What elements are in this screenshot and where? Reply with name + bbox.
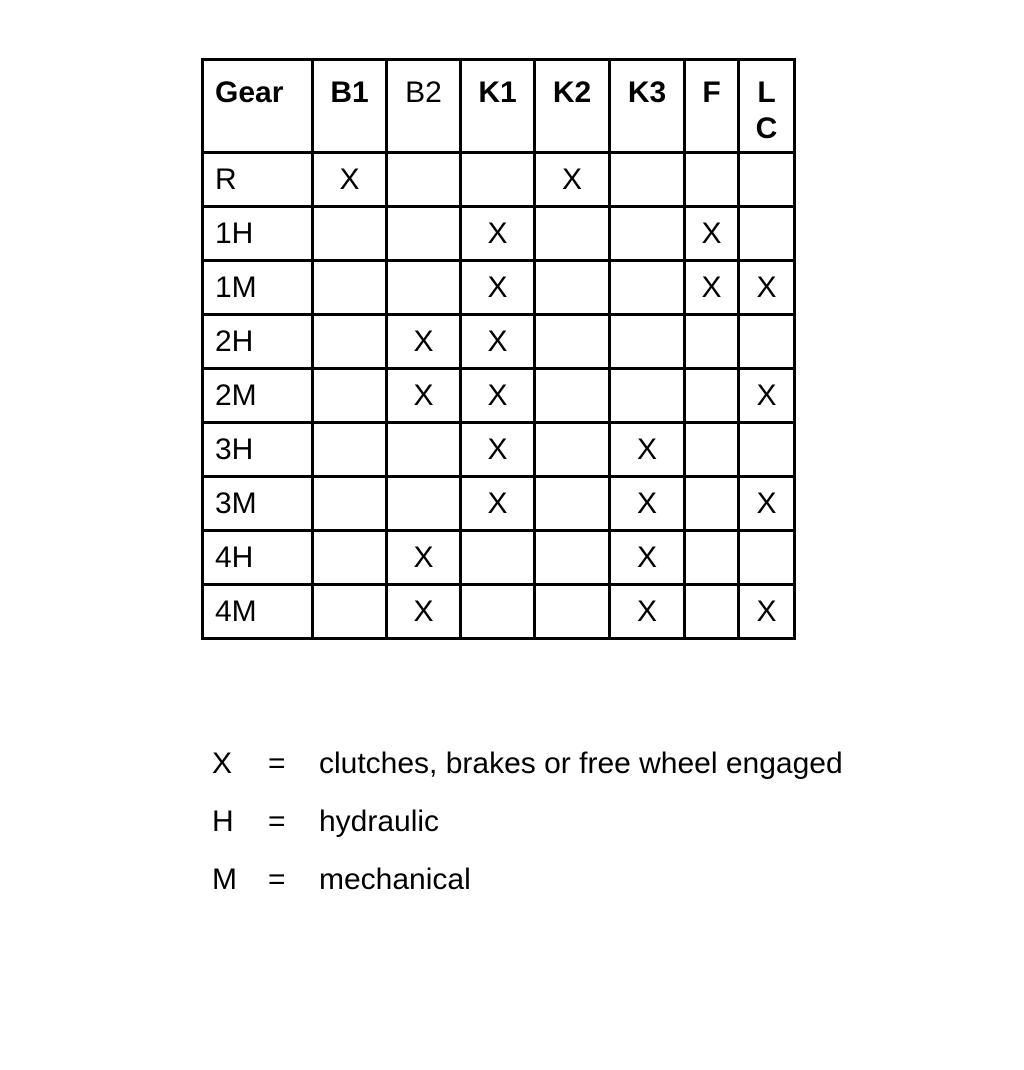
engagement-cell: X — [685, 261, 739, 315]
engagement-cell — [313, 477, 387, 531]
gear-cell: 4H — [203, 531, 313, 585]
engagement-cell — [313, 315, 387, 369]
engagement-cell: X — [461, 315, 535, 369]
table-row — [203, 369, 795, 423]
engagement-cell — [461, 153, 535, 207]
header-row — [203, 60, 795, 153]
engagement-cell — [313, 369, 387, 423]
engagement-cell: X — [387, 585, 461, 639]
engagement-cell — [387, 153, 461, 207]
legend-symbol: X — [212, 747, 233, 780]
engagement-cell — [313, 423, 387, 477]
header-k2: K2 — [535, 60, 610, 153]
table-row — [203, 315, 795, 369]
table-row — [203, 153, 795, 207]
header-b2: B2 — [387, 60, 461, 153]
gear-cell: R — [203, 153, 313, 207]
legend-description: mechanical — [319, 863, 471, 896]
engagement-cell: X — [610, 531, 685, 585]
gear-cell: 3M — [203, 477, 313, 531]
engagement-cell — [685, 423, 739, 477]
engagement-cell — [387, 207, 461, 261]
engagement-cell — [535, 207, 610, 261]
engagement-cell — [685, 531, 739, 585]
legend-description: clutches, brakes or free wheel engaged — [319, 747, 843, 780]
engagement-cell — [685, 585, 739, 639]
engagement-cell: X — [739, 477, 795, 531]
engagement-cell — [685, 477, 739, 531]
legend-description: hydraulic — [319, 805, 440, 838]
header-lc — [739, 60, 795, 153]
header-b1: B1 — [313, 60, 387, 153]
table-row — [203, 585, 795, 639]
engagement-cell — [610, 261, 685, 315]
engagement-cell — [739, 315, 795, 369]
engagement-cell: X — [387, 369, 461, 423]
engagement-cell — [313, 261, 387, 315]
engagement-cell: X — [685, 207, 739, 261]
gear-cell: 1H — [203, 207, 313, 261]
engagement-cell — [535, 369, 610, 423]
engagement-cell — [739, 423, 795, 477]
gear-engagement-table — [201, 58, 796, 640]
engagement-cell — [610, 207, 685, 261]
legend-equals: = — [268, 805, 286, 838]
header-gear: Gear — [203, 60, 313, 153]
legend-equals: = — [268, 747, 286, 780]
engagement-cell — [387, 261, 461, 315]
header-k1: K1 — [461, 60, 535, 153]
engagement-cell — [387, 423, 461, 477]
engagement-cell: X — [739, 585, 795, 639]
engagement-cell — [535, 531, 610, 585]
engagement-cell — [313, 531, 387, 585]
header-f: F — [685, 60, 739, 153]
engagement-cell — [685, 369, 739, 423]
engagement-cell: X — [610, 585, 685, 639]
engagement-cell — [685, 315, 739, 369]
table-row — [203, 531, 795, 585]
gear-cell: 4M — [203, 585, 313, 639]
gear-cell: 2M — [203, 369, 313, 423]
gear-cell: 3H — [203, 423, 313, 477]
table-row — [203, 423, 795, 477]
engagement-cell: X — [461, 477, 535, 531]
table-body — [203, 153, 795, 639]
legend-equals: = — [268, 863, 286, 896]
engagement-cell — [739, 153, 795, 207]
engagement-cell: X — [535, 153, 610, 207]
table-row — [203, 477, 795, 531]
engagement-cell — [610, 315, 685, 369]
engagement-cell: X — [461, 423, 535, 477]
header-lc-line1: L — [757, 76, 776, 109]
legend-symbol: H — [212, 805, 234, 838]
engagement-cell — [461, 531, 535, 585]
engagement-cell — [535, 585, 610, 639]
gear-cell: 1M — [203, 261, 313, 315]
engagement-cell: X — [461, 207, 535, 261]
engagement-cell — [610, 153, 685, 207]
engagement-cell — [739, 207, 795, 261]
engagement-cell — [535, 261, 610, 315]
engagement-cell — [387, 477, 461, 531]
engagement-cell: X — [313, 153, 387, 207]
engagement-cell — [535, 477, 610, 531]
engagement-cell: X — [461, 261, 535, 315]
legend-symbol: M — [212, 863, 237, 896]
engagement-cell: X — [739, 261, 795, 315]
table-row — [203, 207, 795, 261]
engagement-cell — [461, 585, 535, 639]
engagement-cell: X — [461, 369, 535, 423]
engagement-cell — [739, 531, 795, 585]
header-k3: K3 — [610, 60, 685, 153]
table-row — [203, 261, 795, 315]
engagement-cell — [313, 207, 387, 261]
header-lc-line2: C — [755, 112, 778, 145]
engagement-cell — [313, 585, 387, 639]
gear-cell: 2H — [203, 315, 313, 369]
engagement-cell: X — [610, 477, 685, 531]
engagement-cell: X — [610, 423, 685, 477]
engagement-cell — [685, 153, 739, 207]
engagement-cell — [535, 315, 610, 369]
engagement-cell — [610, 369, 685, 423]
engagement-cell: X — [387, 531, 461, 585]
engagement-cell — [535, 423, 610, 477]
engagement-cell: X — [387, 315, 461, 369]
engagement-cell: X — [739, 369, 795, 423]
